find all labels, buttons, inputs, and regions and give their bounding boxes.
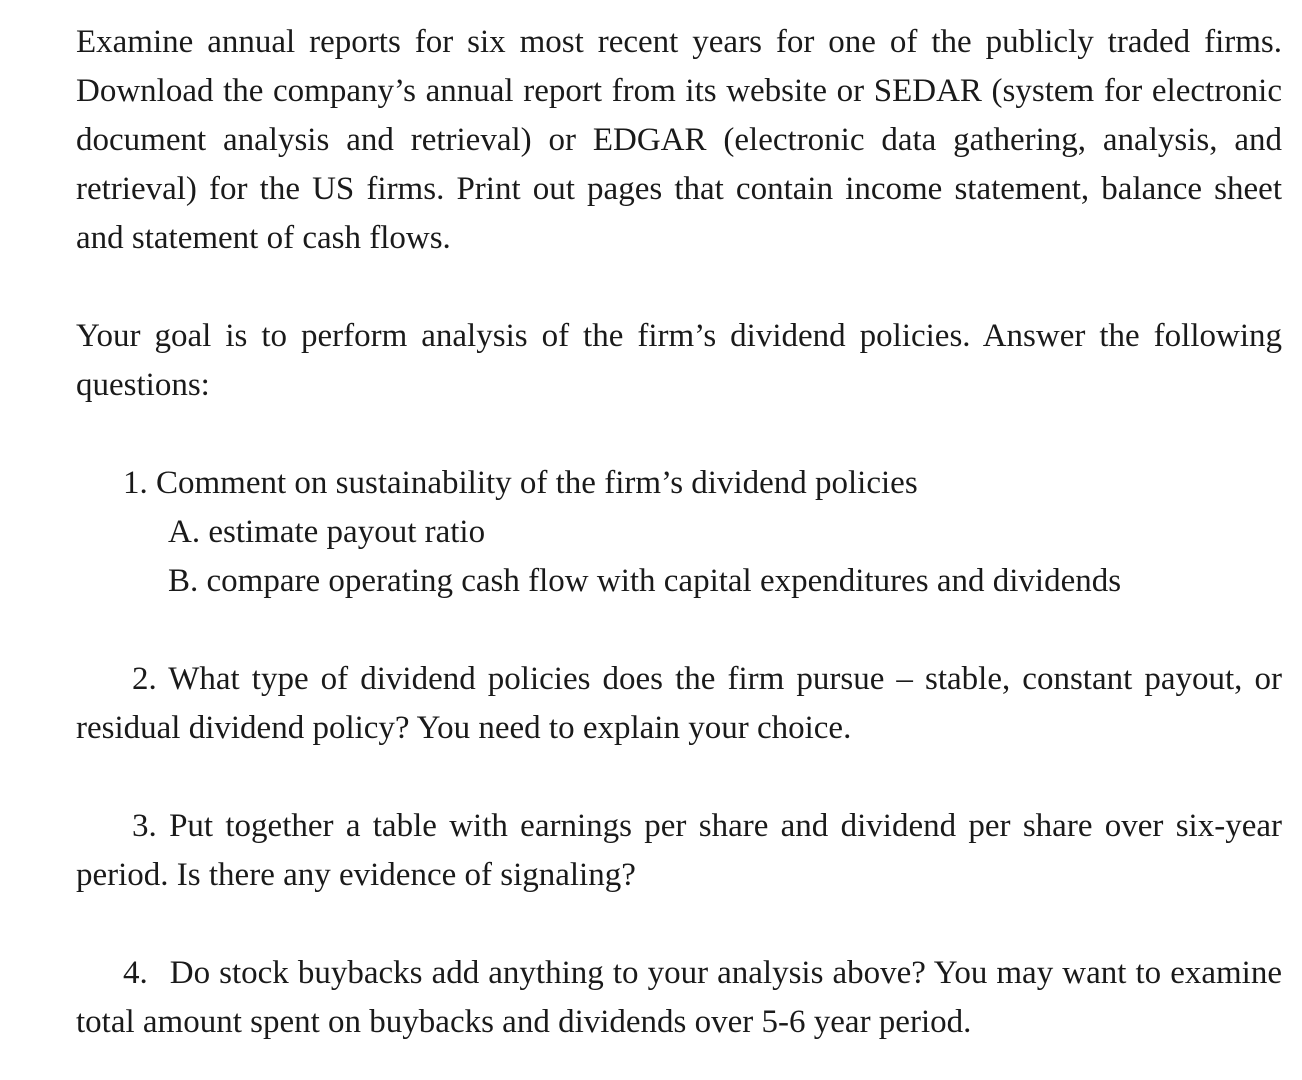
question-2 xyxy=(76,655,1282,753)
question-1-text: Comment on sustainability of the firm’s dividend policies xyxy=(156,465,918,501)
question-3-number: 3. xyxy=(132,808,157,844)
question-1-line xyxy=(123,459,1282,508)
question-1-subitem-a xyxy=(123,508,1282,557)
question-1-subitem-b xyxy=(123,557,1282,606)
subitem-b-label: B. xyxy=(168,563,199,599)
question-1-number: 1. xyxy=(123,465,148,501)
intro-paragraph: Examine annual reports for six most recent years for one of the publicly traded firms. Download the company’s annual report from its website or SEDAR (system for electronic document analysis and retrieval) or EDGAR (electronic data gathering, analysis, and retrieval) for the US firms. Print out pages that contain income statement, balance sheet and statement of cash flows. xyxy=(76,24,1282,256)
subitem-a-label: A. xyxy=(168,514,201,550)
subitem-b-text: compare operating cash flow with capital expenditures and dividends xyxy=(206,563,1122,599)
document-page xyxy=(76,18,1282,1047)
goal-paragraph: Your goal is to perform analysis of the firm’s dividend policies. Answer the following questions: xyxy=(76,318,1282,403)
question-3-text: Put together a table with earnings per share and dividend per share over six-year period. Is there any evidence of signaling? xyxy=(76,808,1282,893)
question-4-text: Do stock buybacks add anything to your analysis above? You may want to examine total amount spent on buybacks and dividends over 5-6 year period. xyxy=(76,955,1282,1040)
subitem-a-text: estimate payout ratio xyxy=(208,514,486,550)
question-1 xyxy=(76,459,1282,606)
question-4-number: 4. xyxy=(123,955,148,991)
question-2-number: 2. xyxy=(132,661,157,697)
question-2-text: What type of dividend policies does the firm pursue – stable, constant payout, or residual dividend policy? You need to explain your choice. xyxy=(76,661,1282,746)
question-4 xyxy=(76,949,1282,1047)
question-3 xyxy=(76,802,1282,900)
